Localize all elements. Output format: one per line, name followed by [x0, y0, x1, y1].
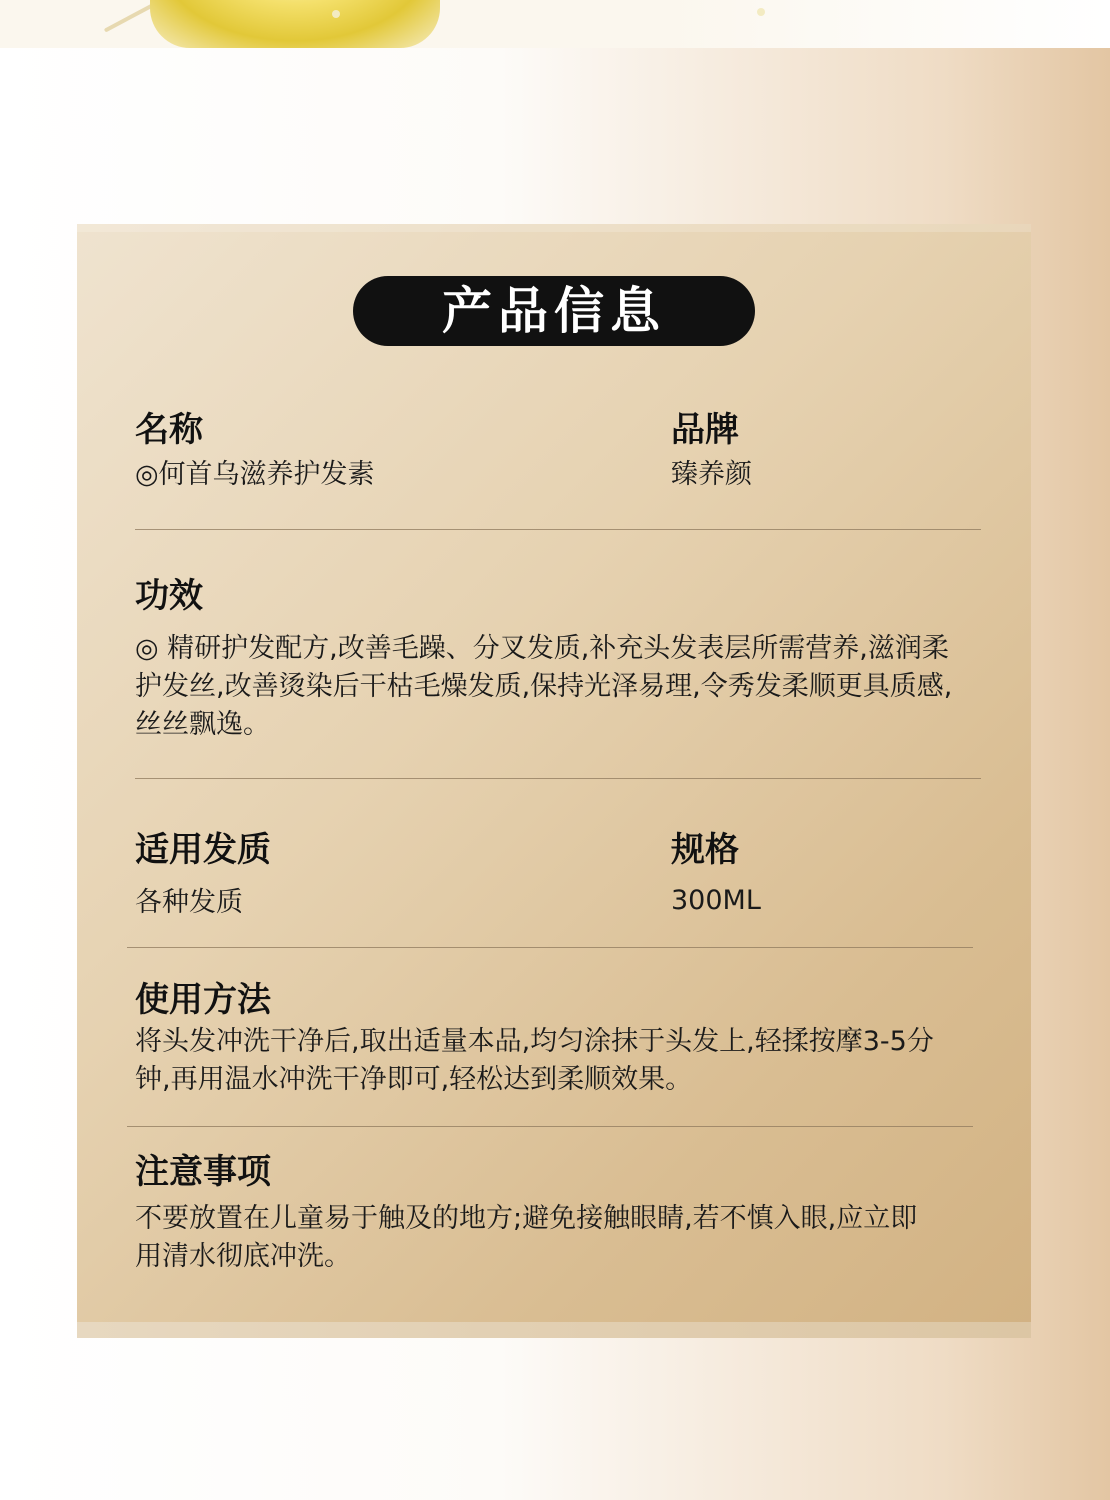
name-value: ◎何首乌滋养护发素 — [135, 459, 375, 490]
spec-value: 300ML — [671, 885, 761, 916]
notes-label: 注意事项 — [135, 1152, 271, 1192]
hair-type-label: 适用发质 — [135, 830, 271, 870]
divider — [127, 1126, 973, 1127]
bubble-decoration — [757, 8, 765, 16]
efficacy-label: 功效 — [135, 576, 203, 616]
top-product-image-strip — [0, 0, 1110, 48]
usage-value: 将头发冲洗干净后,取出适量本品,均匀涂抹于头发上,轻揉按摩3-5分钟,再用温水冲洗干净即可,轻松达到柔顺效果。 — [135, 1026, 934, 1095]
product-info-card — [77, 224, 1031, 1338]
spec-label: 规格 — [671, 830, 739, 870]
notes-value: 不要放置在儿童易于触及的地方;避免接触眼睛,若不慎入眼,应立即用清水彻底冲洗。 — [135, 1203, 918, 1272]
brand-value: 臻养颜 — [671, 459, 752, 490]
oil-drop-decoration — [150, 0, 440, 48]
divider — [135, 529, 981, 530]
efficacy-value: ◎ 精研护发配方,改善毛躁、分叉发质,补充头发表层所需营养,滋润柔护发丝,改善烫染后干枯毛燥发质,保持光泽易理,令秀发柔顺更具质感,丝丝飘逸。 — [135, 633, 953, 740]
name-label: 名称 — [135, 410, 203, 450]
brand-label: 品牌 — [671, 410, 739, 450]
bubble-decoration — [332, 10, 340, 18]
divider — [135, 778, 981, 779]
hair-type-value: 各种发质 — [135, 887, 243, 918]
section-title: 产品信息 — [353, 276, 755, 346]
usage-label: 使用方法 — [135, 980, 271, 1020]
divider — [127, 947, 973, 948]
